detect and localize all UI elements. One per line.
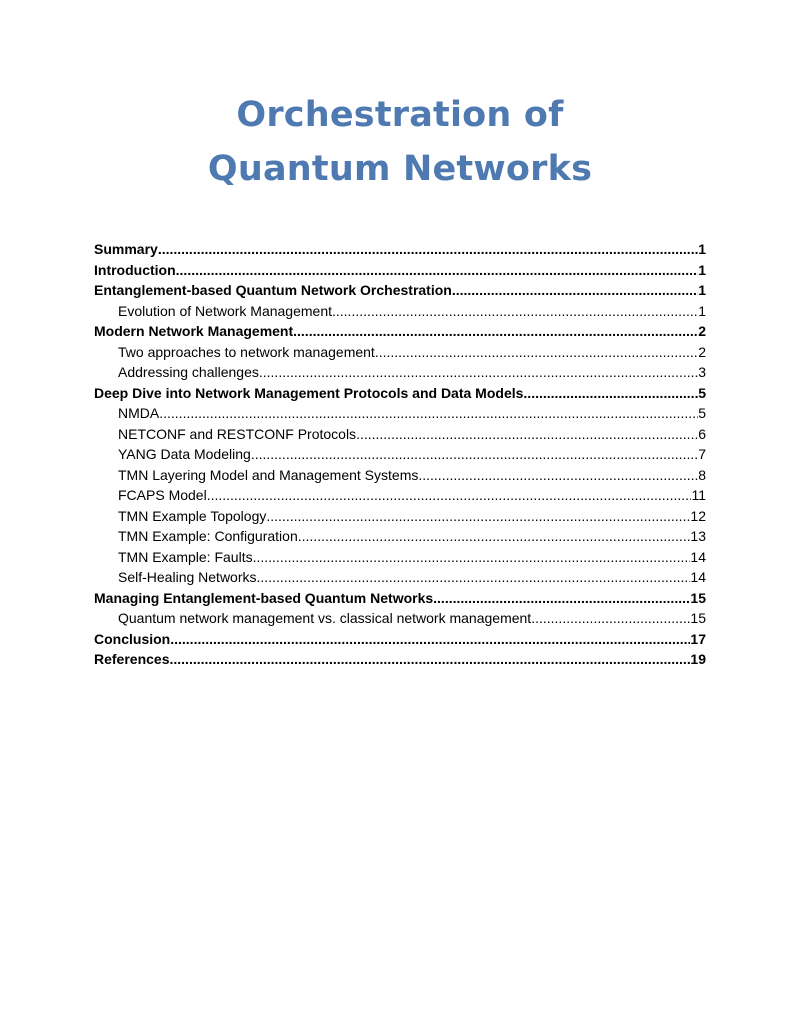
toc-leader-dots — [158, 239, 698, 260]
toc-entry-page: 5 — [698, 384, 706, 401]
toc-entry-label: TMN Example Topology — [118, 507, 267, 524]
toc-entry[interactable] — [94, 239, 706, 260]
toc-leader-dots — [251, 444, 698, 465]
toc-entry-label: TMN Example: Configuration — [118, 528, 298, 544]
toc-subentry[interactable] — [94, 608, 706, 629]
toc-entry-page: 2 — [698, 323, 706, 339]
toc-entry-label: Summary — [94, 241, 158, 257]
toc-entry-label: FCAPS Model — [118, 487, 207, 503]
title-line-2: Quantum Networks — [207, 149, 593, 189]
toc-leader-dots — [257, 567, 691, 588]
toc-entry-label: NMDA — [118, 405, 160, 421]
toc-entry-label: Conclusion — [94, 630, 171, 647]
toc-entry-label: Introduction — [94, 261, 176, 278]
toc-entry[interactable] — [94, 649, 706, 670]
toc-entry-label: Evolution of Network Management — [118, 302, 332, 319]
toc-leader-dots — [531, 608, 690, 629]
toc-leader-dots — [253, 547, 691, 568]
toc-entry-page: 1 — [698, 302, 706, 319]
toc-entry[interactable] — [94, 629, 706, 650]
toc-entry-label: TMN Example: Faults — [118, 548, 253, 565]
toc-entry-page: 6 — [698, 425, 706, 442]
toc-entry-page: 1 — [698, 282, 706, 298]
toc-subentry[interactable] — [94, 465, 706, 486]
toc-subentry[interactable] — [94, 567, 706, 588]
toc-entry[interactable] — [94, 588, 706, 609]
toc-leader-dots — [207, 485, 692, 506]
toc-entry-page: 15 — [690, 610, 706, 626]
toc-entry-label: Deep Dive into Network Management Protocols and Data Models — [94, 384, 524, 401]
toc-entry-page: 14 — [690, 569, 706, 585]
toc-subentry[interactable] — [94, 547, 706, 568]
toc-leader-dots — [418, 465, 698, 486]
toc-leader-dots — [259, 362, 698, 383]
toc-entry[interactable] — [94, 260, 706, 281]
toc-entry-page: 1 — [698, 261, 706, 278]
toc-entry-label: Addressing challenges — [118, 364, 259, 380]
toc-subentry[interactable] — [94, 301, 706, 322]
toc-entry[interactable] — [94, 383, 706, 404]
toc-leader-dots — [523, 383, 698, 404]
toc-entry-label: YANG Data Modeling — [118, 446, 251, 462]
toc-subentry[interactable] — [94, 506, 706, 527]
toc-leader-dots — [332, 301, 698, 322]
toc-entry-page: 19 — [690, 651, 706, 667]
toc-leader-dots — [433, 588, 690, 609]
toc-entry-label: Modern Network Management — [94, 323, 294, 339]
toc-subentry[interactable] — [94, 403, 706, 424]
toc-leader-dots — [159, 403, 698, 424]
toc-entry-label: NETCONF and RESTCONF Protocols — [118, 425, 357, 442]
toc-subentry[interactable] — [94, 485, 706, 506]
toc-entry-page: 7 — [698, 446, 706, 462]
toc-leader-dots — [356, 424, 698, 445]
toc-subentry[interactable] — [94, 444, 706, 465]
toc-entry[interactable] — [94, 280, 706, 301]
toc-entry-page: 5 — [698, 405, 706, 421]
toc-leader-dots — [298, 526, 691, 547]
toc-subentry[interactable] — [94, 342, 706, 363]
toc-entry-page: 13 — [690, 528, 706, 544]
toc-leader-dots — [176, 260, 699, 281]
title-line-1: Orchestration of — [236, 95, 564, 135]
toc-subentry[interactable] — [94, 424, 706, 445]
toc-leader-dots — [452, 280, 698, 301]
toc-leader-dots — [170, 649, 691, 670]
toc-entry-page: 8 — [698, 466, 706, 483]
toc-leader-dots — [293, 321, 698, 342]
toc-entry-page: 3 — [698, 364, 706, 380]
toc-entry[interactable] — [94, 321, 706, 342]
toc-entry-label: TMN Layering Model and Management Systems — [118, 466, 419, 483]
toc-entry-label: References — [94, 651, 170, 667]
toc-leader-dots — [266, 506, 690, 527]
toc-entry-label: Entanglement-based Quantum Network Orchestration — [94, 282, 452, 298]
toc-entry-page: 12 — [690, 507, 706, 524]
toc-entry-page: 2 — [698, 343, 706, 360]
toc-entry-label: Self-Healing Networks — [118, 569, 257, 585]
toc-subentry[interactable] — [94, 526, 706, 547]
table-of-contents — [94, 239, 706, 670]
document-title — [0, 88, 800, 196]
toc-entry-page: 11 — [691, 487, 706, 503]
toc-subentry[interactable] — [94, 362, 706, 383]
toc-leader-dots — [375, 342, 698, 363]
toc-entry-label: Quantum network management vs. classical network management — [118, 610, 532, 626]
toc-leader-dots — [170, 629, 690, 650]
toc-entry-page: 14 — [690, 548, 706, 565]
toc-entry-page: 17 — [690, 630, 706, 647]
toc-entry-page: 1 — [698, 241, 706, 257]
toc-entry-page: 15 — [690, 589, 706, 606]
toc-entry-label: Two approaches to network management — [118, 343, 375, 360]
toc-entry-label: Managing Entanglement-based Quantum Networks — [94, 589, 434, 606]
